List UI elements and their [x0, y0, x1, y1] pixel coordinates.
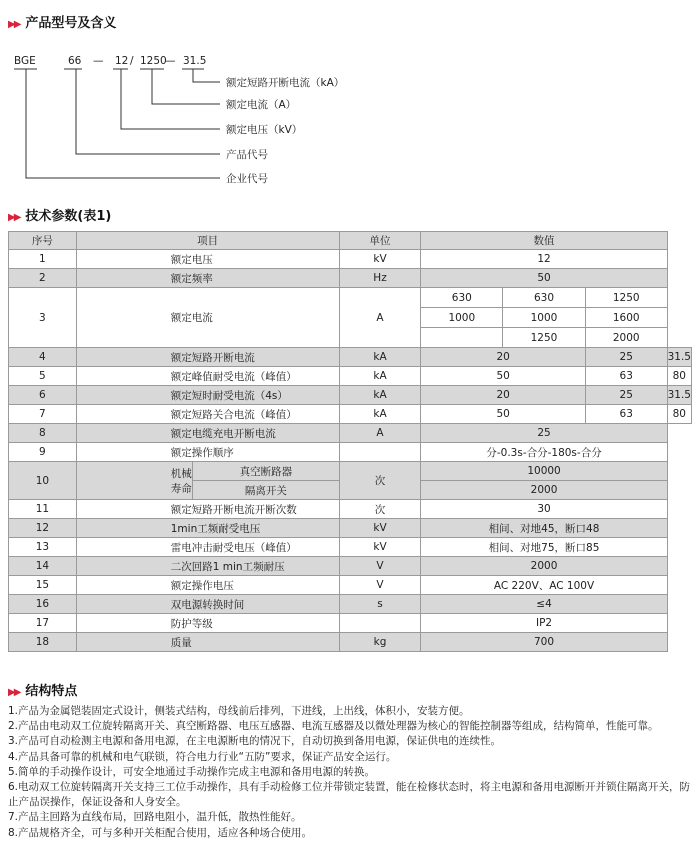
- code-slash: /: [130, 55, 134, 67]
- row-item: 额定频率: [76, 269, 339, 288]
- double-arrow-icon: ▶▶: [8, 19, 20, 30]
- row-value: 80: [667, 367, 691, 386]
- row-value: 12: [421, 250, 667, 269]
- table-header-row: [9, 232, 692, 250]
- row-no: 15: [9, 576, 77, 595]
- row-value: 31.5: [667, 348, 691, 367]
- row-value: 80: [667, 405, 691, 424]
- header-unit: 单位: [339, 232, 421, 250]
- row-no: 16: [9, 595, 77, 614]
- table-row: [9, 386, 692, 405]
- row-no: 3: [9, 288, 77, 348]
- table-row: [9, 269, 692, 288]
- table-row: [9, 519, 692, 538]
- row-value: 2000: [421, 557, 667, 576]
- row-no: 17: [9, 614, 77, 633]
- code-dash-1: —: [93, 55, 104, 67]
- row-unit: V: [339, 576, 421, 595]
- row-unit: V: [339, 557, 421, 576]
- row-no: 1: [9, 250, 77, 269]
- feature-item: 4.产品具备可靠的机械和电气联锁，符合电力行业“五防”要求，保证产品安全运行。: [8, 750, 397, 763]
- table-row: [9, 443, 692, 462]
- feature-list: [8, 704, 696, 841]
- row-item: 额定电缆充电开断电流: [76, 424, 339, 443]
- header-item: 项目: [76, 232, 339, 250]
- row-unit: s: [339, 595, 421, 614]
- meaning-breaking-current: 额定短路开断电流（kA）: [226, 77, 345, 89]
- row-value: 30: [421, 500, 667, 519]
- row-value: 20: [421, 348, 585, 367]
- row-value: AC 220V、AC 100V: [421, 576, 667, 595]
- row-item: 质量: [76, 633, 339, 652]
- row-item: 额定电压: [76, 250, 339, 269]
- current-value: 630: [503, 288, 586, 308]
- section-title-features: ▶▶ 结构特点: [8, 684, 78, 699]
- table-row: [9, 250, 692, 269]
- row-unit: Hz: [339, 269, 421, 288]
- meaning-product-code: 产品代号: [226, 149, 268, 161]
- section-title-model: ▶▶ 产品型号及含义: [8, 16, 117, 31]
- row-item: 额定短路开断电流开断次数: [76, 500, 339, 519]
- row-value: 20: [421, 386, 585, 405]
- row-unit: A: [339, 288, 421, 348]
- row-value: IP2: [421, 614, 667, 633]
- row-unit: kV: [339, 519, 421, 538]
- table-row: [9, 462, 692, 481]
- meaning-company-code: 企业代号: [226, 173, 268, 185]
- row-no: 14: [9, 557, 77, 576]
- row-unit: [339, 443, 421, 462]
- row-item: 双电源转换时间: [76, 595, 339, 614]
- row-value: 分-0.3s-合分-180s-合分: [421, 443, 667, 462]
- table-row: [9, 557, 692, 576]
- row-value: 63: [585, 405, 667, 424]
- row-unit: 次: [339, 462, 421, 500]
- row-item: 防护等级: [76, 614, 339, 633]
- row-no: 8: [9, 424, 77, 443]
- feature-item: 6.电动双工位旋转隔离开关支持三工位手动操作，具有手动检修工位并带锁定装置，能在检修状态时，将主电源和备用电源断开并锁住隔离开关，防止产品误操作，保证设备和人身安全。: [8, 781, 691, 809]
- row-unit: kg: [339, 633, 421, 652]
- row-unit: kV: [339, 538, 421, 557]
- meaning-rated-voltage: 额定电压（kV）: [226, 124, 303, 136]
- table-row: [9, 595, 692, 614]
- code-connector-lines: [14, 69, 220, 178]
- current-value-empty: [421, 328, 503, 348]
- table-row: [9, 288, 692, 308]
- current-value: 2000: [585, 328, 667, 348]
- double-arrow-icon: ▶▶: [8, 212, 20, 223]
- row-no: 9: [9, 443, 77, 462]
- row-value: 25: [585, 348, 667, 367]
- row-item: 额定短时耐受电流（4s）: [76, 386, 339, 405]
- table-row: [9, 614, 692, 633]
- feature-item: 8.产品规格齐全，可与多种开关柜配合使用，适应各种场合使用。: [8, 826, 313, 839]
- table-row: [9, 500, 692, 519]
- row-value: 63: [585, 367, 667, 386]
- feature-item: 5.简单的手动操作设计，可安全地通过手动操作完成主电源和备用电源的转换。: [8, 765, 376, 778]
- table-row: [9, 576, 692, 595]
- current-value: 1600: [585, 308, 667, 328]
- row-no: 13: [9, 538, 77, 557]
- tech-param-table: [8, 231, 692, 652]
- feature-item: 3.产品可自动检测主电源和备用电源，在主电源断电的情况下，自动切换到备用电源，保证供电的连续性。: [8, 735, 502, 748]
- row-item: 额定操作电压: [76, 576, 339, 595]
- row-item: 机械寿命: [76, 462, 192, 500]
- row-no: 7: [9, 405, 77, 424]
- row-value: 700: [421, 633, 667, 652]
- current-value: 1250: [585, 288, 667, 308]
- feature-item: 2.产品由电动双工位旋转隔离开关、真空断路器、电压互感器、电流互感器及以微处理器为核心的智能控制器等组成，结构简单，性能可靠。: [8, 720, 659, 733]
- row-unit: A: [339, 424, 421, 443]
- row-item: 二次回路1 min工频耐压: [76, 557, 339, 576]
- current-value: 1250: [503, 328, 586, 348]
- row-no: 6: [9, 386, 77, 405]
- table-row: [9, 424, 692, 443]
- table-row: [9, 348, 692, 367]
- row-value: 25: [421, 424, 667, 443]
- row-no: 10: [9, 462, 77, 500]
- row-unit: 次: [339, 500, 421, 519]
- row-item: 额定短路开断电流: [76, 348, 339, 367]
- row-unit: kV: [339, 250, 421, 269]
- current-value: 1000: [503, 308, 586, 328]
- row-subitem: 隔离开关: [193, 481, 339, 500]
- feature-item: 1.产品为金属铠装固定式设计，侧装式结构，母线前后排列，下进线，上出线，体积小，安装方便。: [8, 705, 470, 717]
- row-item: 额定操作顺序: [76, 443, 339, 462]
- row-value: 相间、对地45，断口48: [421, 519, 667, 538]
- row-value: 2000: [421, 481, 667, 500]
- row-unit: kA: [339, 367, 421, 386]
- row-item: 1min工频耐受电压: [76, 519, 339, 538]
- code-66: 66: [68, 55, 82, 67]
- feature-item: 7.产品主回路为直线布局，回路电阻小，温升低，散热性能好。: [8, 811, 302, 824]
- row-unit: kA: [339, 386, 421, 405]
- current-value: 630: [421, 288, 503, 308]
- row-unit: kA: [339, 348, 421, 367]
- row-value: 31.5: [667, 386, 691, 405]
- table-row: [9, 538, 692, 557]
- row-value: 相间、对地75，断口85: [421, 538, 667, 557]
- row-subitem: 真空断路器: [193, 462, 339, 481]
- header-no: 序号: [9, 232, 77, 250]
- code-bge: BGE: [14, 55, 36, 67]
- row-no: 18: [9, 633, 77, 652]
- table-row: [9, 633, 692, 652]
- row-no: 5: [9, 367, 77, 386]
- row-value: 10000: [421, 462, 667, 481]
- row-no: 12: [9, 519, 77, 538]
- row-unit: kA: [339, 405, 421, 424]
- row-unit: [339, 614, 421, 633]
- row-value: 50: [421, 269, 667, 288]
- row-value: ≤4: [421, 595, 667, 614]
- row-no: 2: [9, 269, 77, 288]
- code-1250: 1250: [140, 55, 167, 67]
- row-no: 11: [9, 500, 77, 519]
- row-item: 雷电冲击耐受电压（峰值）: [76, 538, 339, 557]
- table-row: [9, 405, 692, 424]
- row-value: 25: [585, 386, 667, 405]
- row-item: 额定峰值耐受电流（峰值）: [76, 367, 339, 386]
- table-row: [9, 367, 692, 386]
- row-value: 50: [421, 367, 585, 386]
- code-12: 12: [115, 55, 129, 67]
- header-value: 数值: [421, 232, 667, 250]
- code-dash-2: —: [165, 55, 176, 67]
- meaning-rated-current: 额定电流（A）: [226, 99, 297, 111]
- code-31-5: 31.5: [183, 55, 207, 67]
- double-arrow-icon: ▶▶: [8, 687, 20, 698]
- row-no: 4: [9, 348, 77, 367]
- row-item: 额定短路关合电流（峰值）: [76, 405, 339, 424]
- model-code-diagram: [0, 40, 700, 200]
- row-item: 额定电流: [76, 288, 339, 348]
- section-title-tech-params: ▶▶ 技术参数(表1): [8, 209, 112, 224]
- current-value: 1000: [421, 308, 503, 328]
- row-value: 50: [421, 405, 585, 424]
